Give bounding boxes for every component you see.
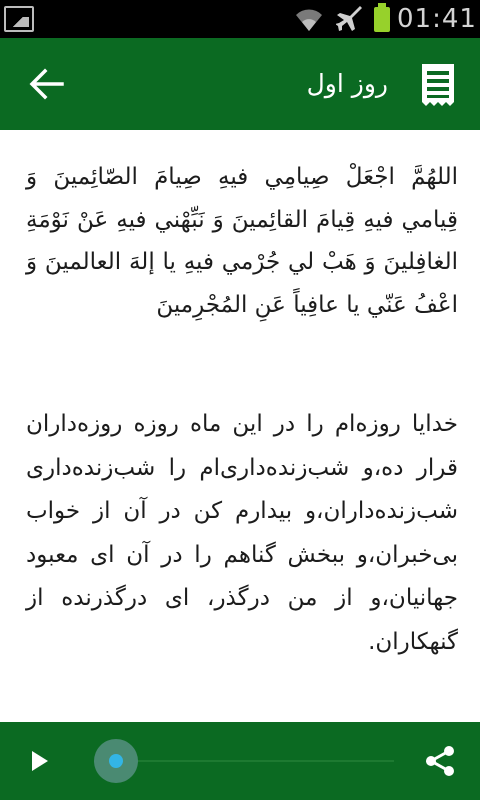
status-bar bbox=[0, 0, 480, 38]
list-document-icon bbox=[420, 62, 456, 108]
arabic-prayer-text: اللهُمَّ اجْعَلْ صِيامِي فيهِ صِيامَ الصّائِمينَ وَ قِيامي فيهِ قِيامَ القائِمينَ وَ نَبِّهْني فيهِ عَنْ نَوْمَةِ الغافِلينَ وَ هَبْ لي جُرْمي فيهِ يا إلهَ العالمينَ وَ اعْفُ عَنّي يا عافِياً عَنِ المُجْرِمينَ bbox=[26, 164, 458, 318]
arrow-left-icon bbox=[28, 68, 64, 100]
page-title: روز اول bbox=[306, 69, 388, 98]
wifi-icon bbox=[294, 5, 324, 33]
share-button[interactable] bbox=[420, 740, 460, 782]
share-icon bbox=[420, 740, 460, 782]
back-button[interactable] bbox=[24, 62, 68, 106]
audio-player-bar bbox=[0, 722, 480, 800]
status-time: 01:41 bbox=[397, 4, 477, 34]
contents-list-button[interactable] bbox=[420, 62, 456, 108]
prayer-content[interactable] bbox=[0, 130, 480, 722]
translation-text: خدایا روزه‌ام را در این ماه روزه روزه‌داران قرار ده،و شب‌زنده‌داری‌ام را شب‌زنده‌داری شب‌زنده‌داران،و بیدارم کن در آن از خواب بی‌خبران،و ببخش گناهم را در آن ای معبود جهانیان،و از من درگذر، ای درگذرنده از گنهکاران. bbox=[26, 411, 458, 655]
seek-thumb[interactable] bbox=[94, 739, 138, 783]
seek-track[interactable] bbox=[116, 760, 394, 762]
battery-icon bbox=[374, 7, 390, 32]
app-bar bbox=[0, 38, 480, 130]
gallery-icon bbox=[4, 6, 34, 32]
airplane-mode-icon bbox=[336, 5, 364, 33]
play-icon bbox=[20, 740, 60, 782]
play-button[interactable] bbox=[20, 740, 60, 782]
